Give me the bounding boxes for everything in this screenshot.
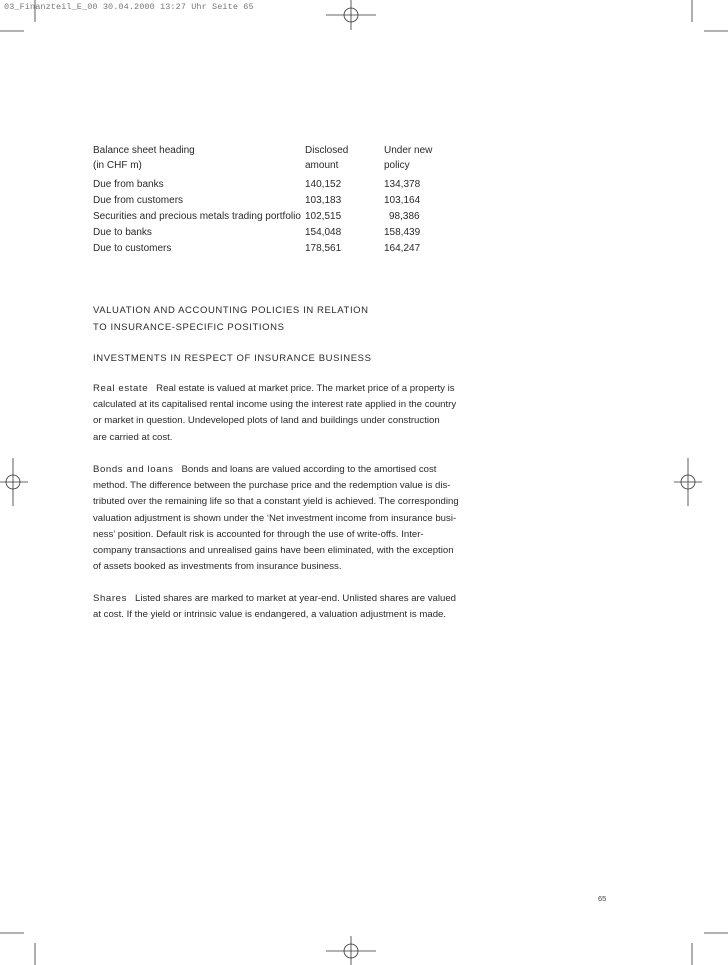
row-label: Securities and precious metals trading portfolio (93, 211, 301, 222)
new-policy-value: 134,378 (384, 179, 421, 190)
new-policy-value: 164,247 (384, 243, 421, 254)
header-balance-sheet-heading: Balance sheet heading (in CHF m) (93, 145, 195, 171)
page-number: 65 (598, 894, 607, 903)
disclosed-value: 178,561 (305, 243, 342, 254)
paragraph-label: Shares (93, 593, 127, 604)
new-policy-value: 103,164 (384, 195, 421, 206)
row-label: Due from customers (93, 195, 184, 206)
table-row (93, 177, 454, 193)
table-row (93, 225, 454, 241)
row-label: Due from banks (93, 179, 164, 190)
registration-mark-right (674, 458, 702, 506)
registration-mark-top (326, 0, 376, 30)
header-disclosed-amount: Disclosed amount (305, 145, 349, 171)
new-policy-value: 98,386 (389, 211, 420, 222)
header-under-new-policy: Under new policy (384, 145, 433, 171)
paragraph-label: Real estate (93, 383, 149, 394)
paragraph-bonds-and-loans: Bonds and loans Bonds and loans are valued according to the amortised cost method. The difference between the purchase price and the redemption value is dis- tributed over the remaining life so that a constant yield is achieved. The corresponding valuation adjustment is shown under the ‘Net investment income from insurance busi- ness’ position. Default risk is accounted for through the use of write-offs. Inter- company transactions and unrealised gains have been eliminated, with the exception of assets booked as investments from insurance business. (93, 464, 459, 573)
row-label: Due to customers (93, 243, 172, 254)
row-label: Due to banks (93, 227, 152, 238)
disclosed-value: 103,183 (305, 195, 342, 206)
balance-sheet-table (93, 143, 454, 257)
print-slug: 03_Finanzteil_E_00 30.04.2000 13:27 Uhr Seite 65 (4, 2, 254, 12)
subsection-title: INVESTMENTS IN RESPECT OF INSURANCE BUSINESS (93, 353, 372, 364)
disclosed-value: 102,515 (305, 211, 342, 222)
table-header-row (93, 143, 454, 173)
table-row (93, 241, 454, 257)
paragraph-label: Bonds and loans (93, 464, 174, 475)
new-policy-value: 158,439 (384, 227, 421, 238)
registration-mark-left (0, 458, 28, 506)
disclosed-value: 140,152 (305, 179, 342, 190)
section-title: VALUATION AND ACCOUNTING POLICIES IN RELATION TO INSURANCE-SPECIFIC POSITIONS (93, 305, 369, 333)
paragraph-shares: Shares Listed shares are marked to market at year-end. Unlisted shares are valued at cost. If the yield or intrinsic value is endangered, a valuation adjustment is made. (93, 593, 457, 621)
registration-mark-bottom (326, 936, 376, 965)
table-row (93, 193, 454, 209)
paragraph-real-estate: Real estate Real estate is valued at market price. The market price of a property is calculated at its capitalised rental income using the interest rate applied in the country or market in question. Undeveloped plots of land and buildings under construction are carried at cost. (93, 383, 457, 443)
disclosed-value: 154,048 (305, 227, 342, 238)
table-row (93, 209, 454, 225)
